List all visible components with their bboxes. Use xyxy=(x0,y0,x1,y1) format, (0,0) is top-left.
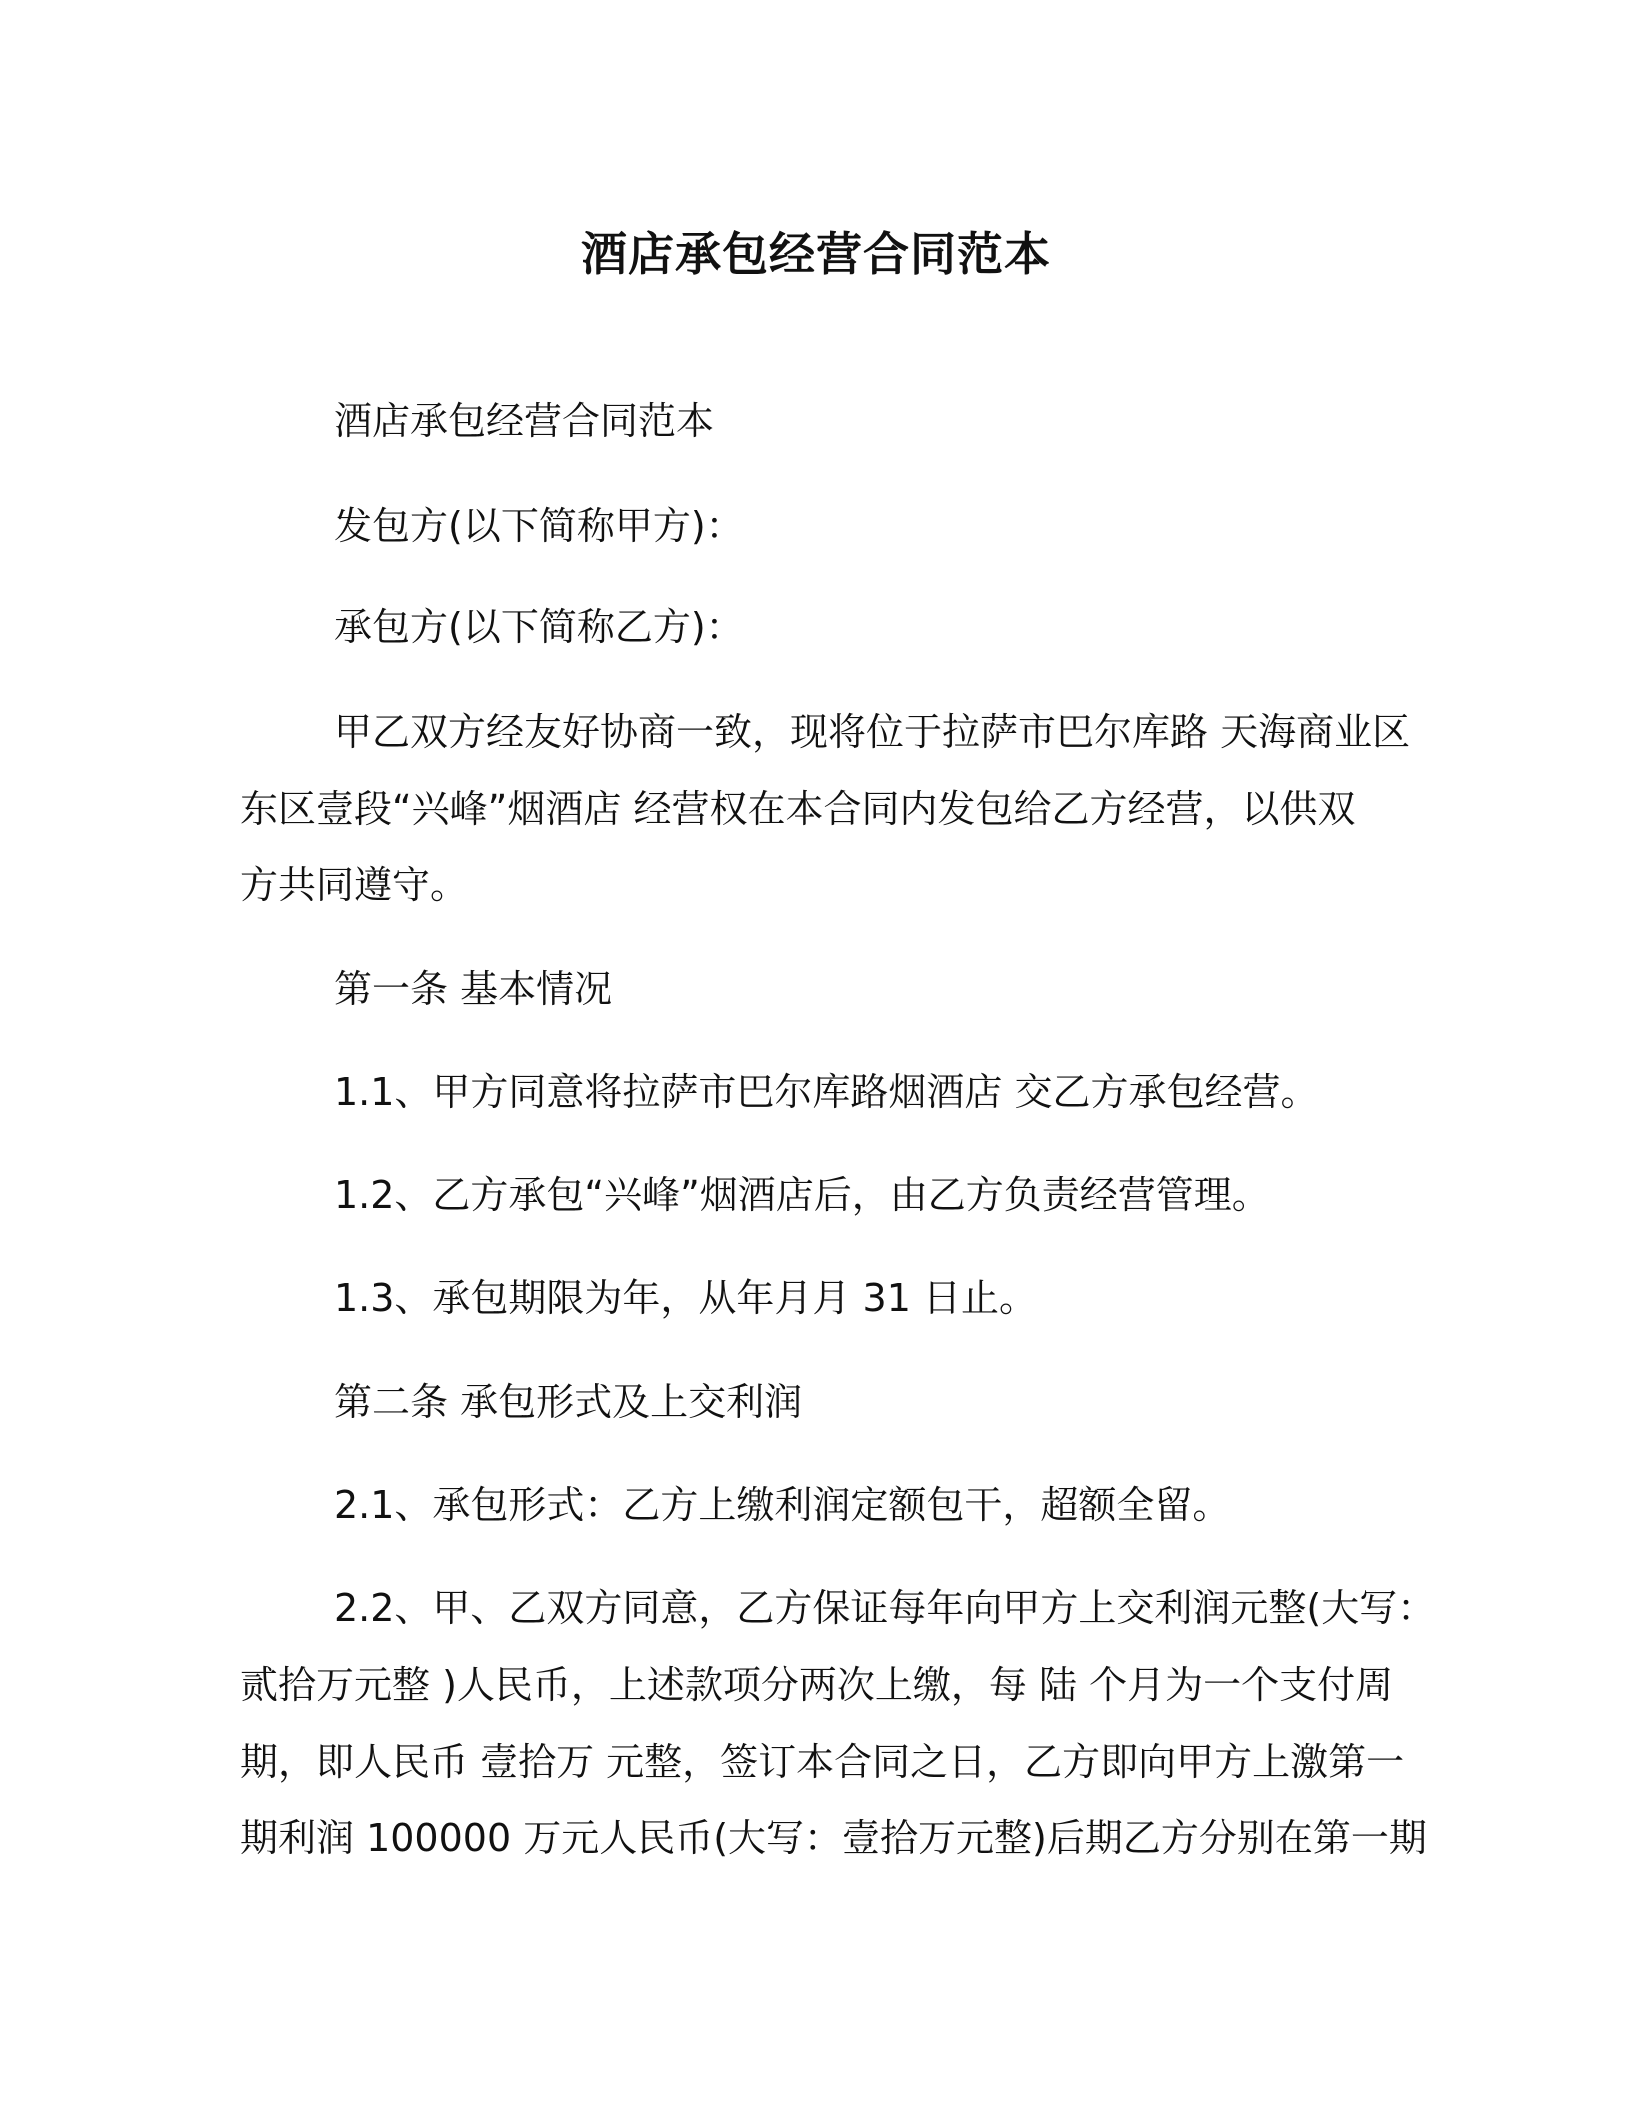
clause-2-2-line-1: 2.2、甲、乙双方同意，乙方保证每年向甲方上交利润元整(大写： xyxy=(334,1586,1436,1630)
subtitle-line: 酒店承包经营合同范本 xyxy=(334,399,715,443)
article-1-heading: 第一条 基本情况 xyxy=(334,967,613,1011)
clause-1-2: 1.2、乙方承包“兴峰”烟酒店后，由乙方负责经营管理。 xyxy=(334,1173,1270,1217)
clause-2-2-line-3: 期，即人民币 壹拾万 元整，签订本合同之日，乙方即向甲方上激第一 xyxy=(240,1740,1405,1784)
party-a-line: 发包方(以下简称甲方)： xyxy=(334,504,744,548)
clause-1-1: 1.1、甲方同意将拉萨市巴尔库路烟酒店 交乙方承包经营。 xyxy=(334,1070,1319,1114)
intro-paragraph-line-2: 东区壹段“兴峰”烟酒店 经营权在本合同内发包给乙方经营，以供双 xyxy=(240,787,1356,831)
document-title: 酒店承包经营合同范本 xyxy=(581,227,1051,281)
clause-1-3: 1.3、承包期限为年，从年月月 31 日止。 xyxy=(334,1276,1037,1320)
intro-paragraph-line-1: 甲乙双方经友好协商一致，现将位于拉萨市巴尔库路 天海商业区 xyxy=(334,710,1411,754)
clause-2-2-line-4: 期利润 100000 万元人民币(大写：壹拾万元整)后期乙方分别在第一期 xyxy=(240,1816,1427,1860)
party-b-line: 承包方(以下简称乙方)： xyxy=(334,605,744,649)
intro-paragraph-line-3: 方共同遵守。 xyxy=(240,863,469,907)
clause-2-1: 2.1、承包形式：乙方上缴利润定额包干，超额全留。 xyxy=(334,1483,1231,1527)
article-2-heading: 第二条 承包形式及上交利润 xyxy=(334,1380,803,1424)
clause-2-2-line-2: 贰拾万元整 )人民币，上述款项分两次上缴，每 陆 个月为一个支付周 xyxy=(240,1663,1394,1707)
